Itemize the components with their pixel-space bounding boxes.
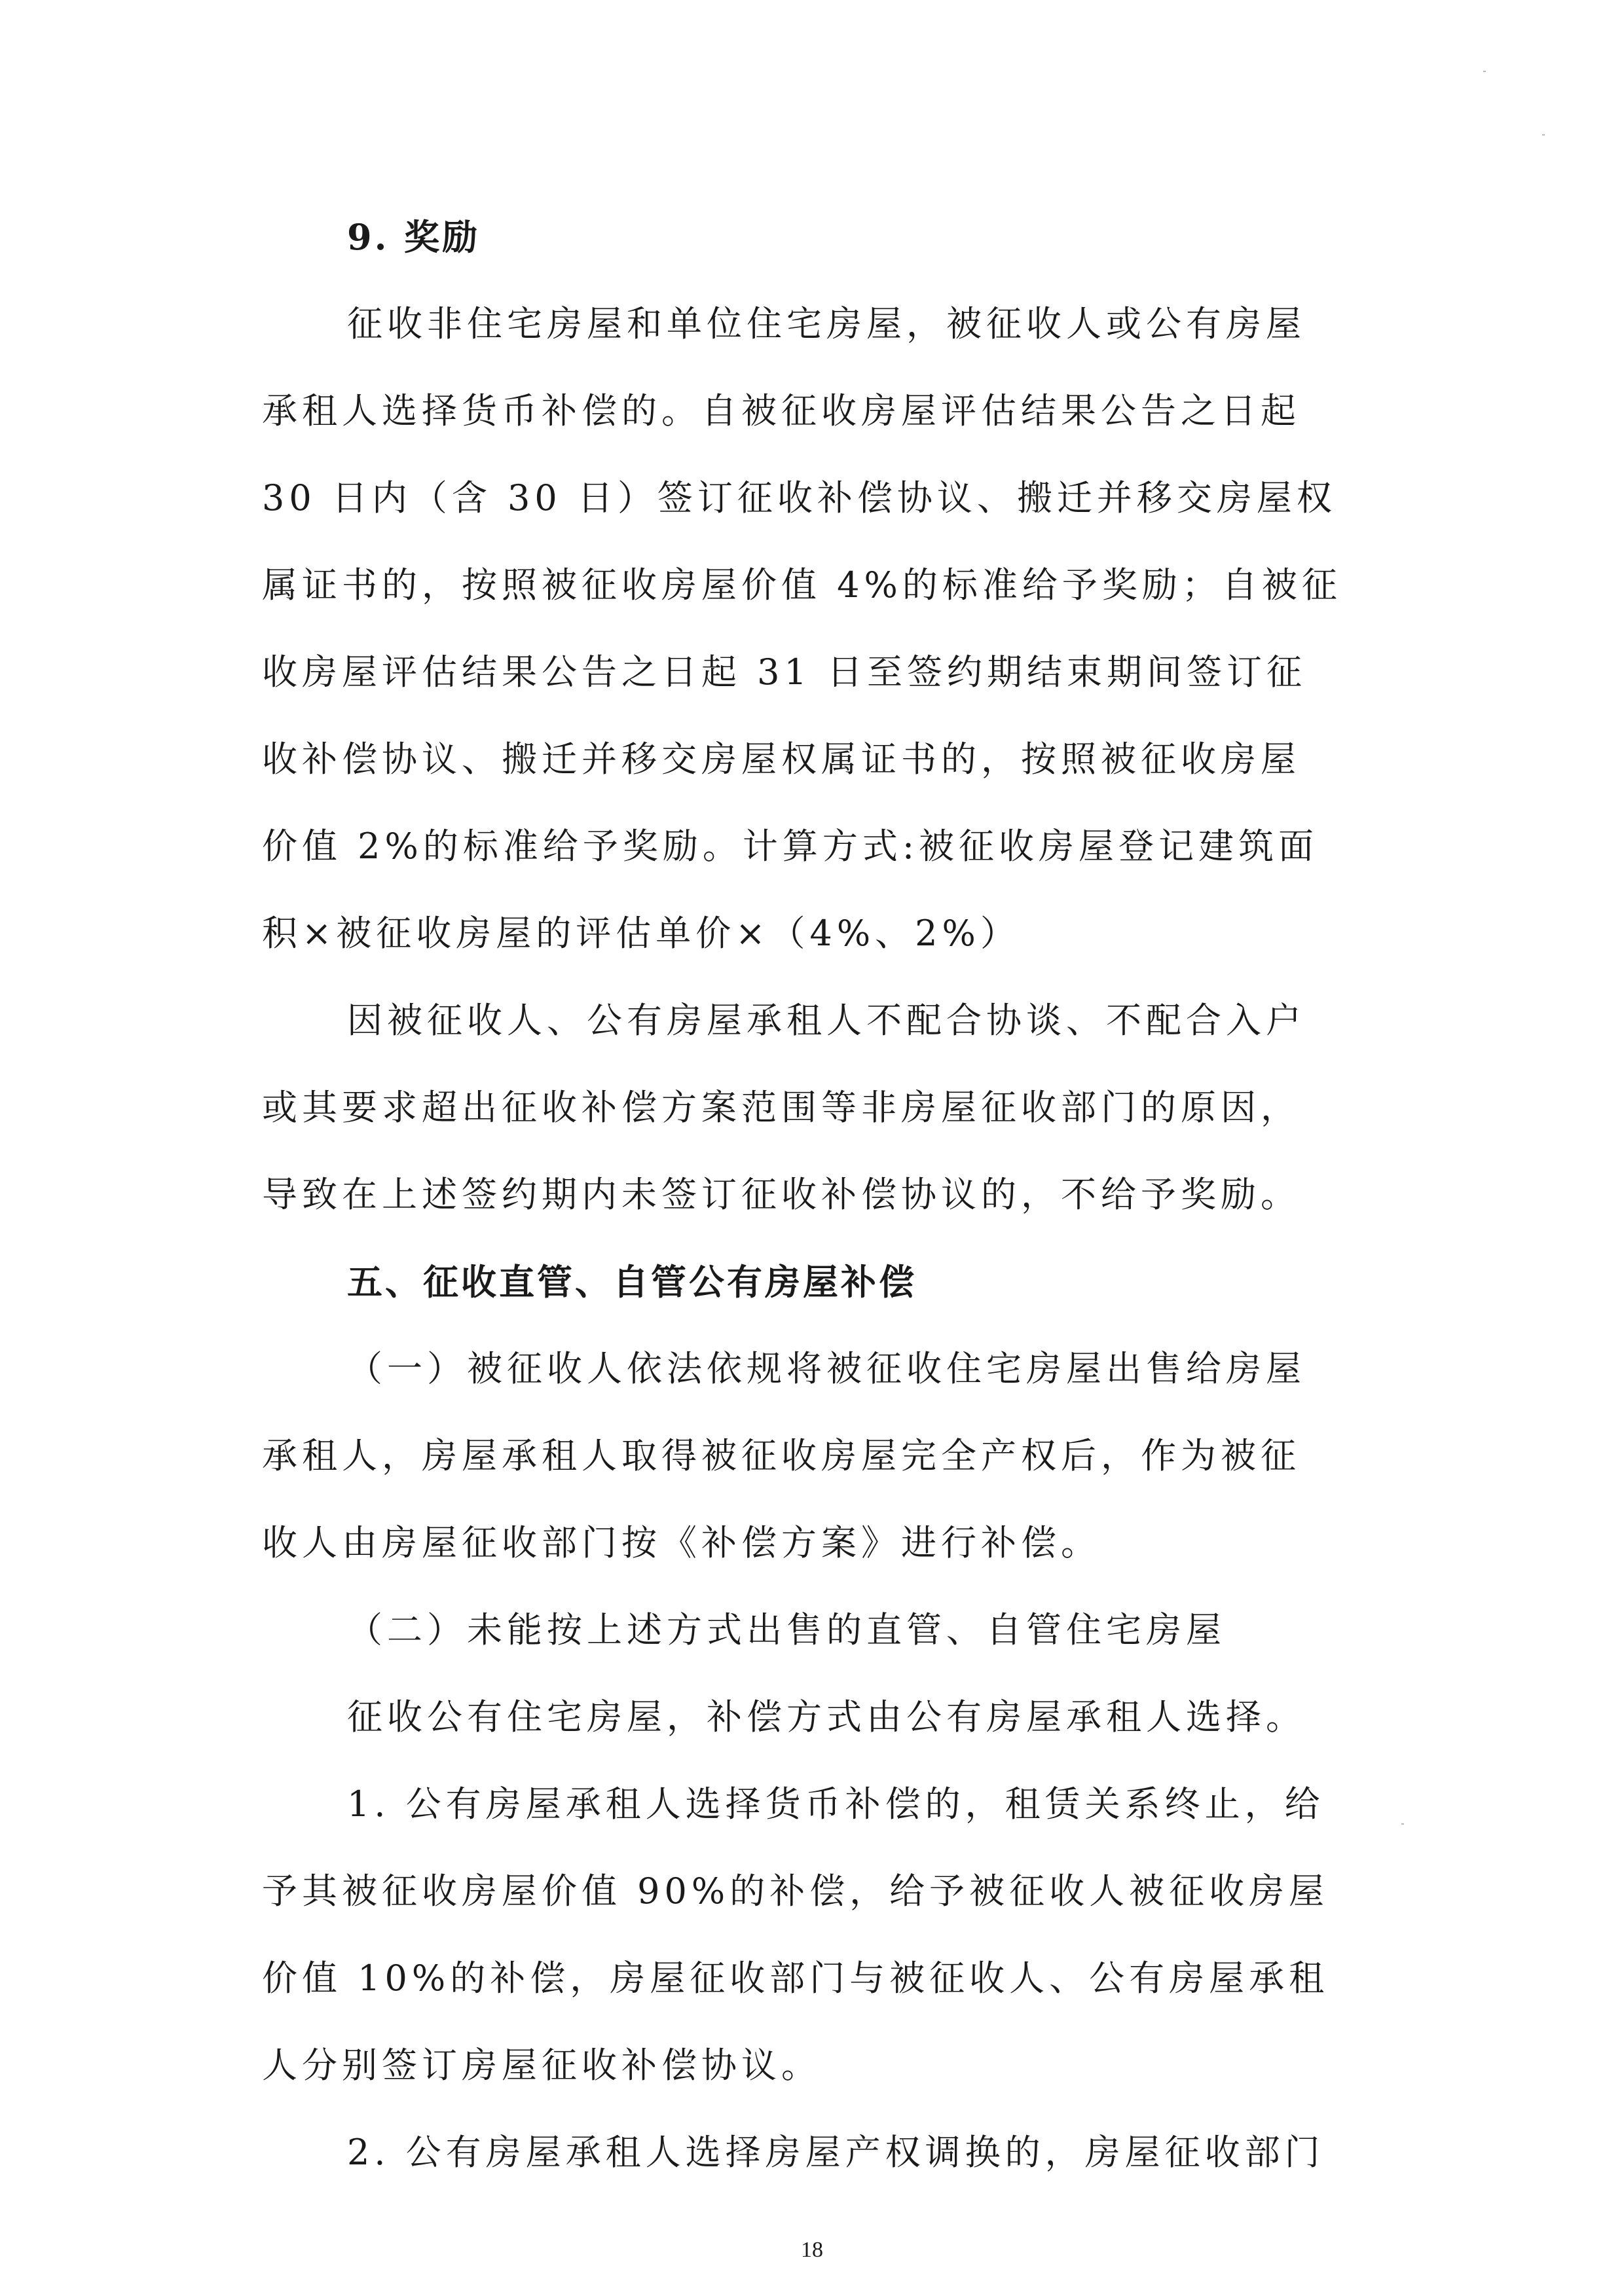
paragraph-line: 收补偿协议、搬迁并移交房屋权属证书的，按照被征收房屋 [262, 738, 1301, 780]
paragraph-line: 价值 10%的补偿，房屋征收部门与被征收人、公有房屋承租 [262, 1958, 1329, 1999]
subsection-heading: （二）未能按上述方式出售的直管、自管住宅房屋 [347, 1609, 1226, 1650]
paragraph-line: 导致在上述签约期内未签订征收补偿协议的，不给予奖励。 [262, 1174, 1301, 1215]
paragraph-line: 属证书的，按照被征收房屋价值 4%的标准给予奖励；自被征 [262, 564, 1342, 606]
paragraph-line: 因被征收人、公有房屋承租人不配合协谈、不配合入户 [347, 1000, 1306, 1041]
paragraph-line: 1. 公有房屋承租人选择货币补偿的，租赁关系终止，给 [347, 1783, 1325, 1825]
paragraph-line: 积×被征收房屋的评估单价×（4%、2%） [262, 913, 1020, 954]
paragraph-line: 收房屋评估结果公告之日起 31 日至签约期结束期间签订征 [262, 651, 1307, 693]
paragraph-line: 承租人选择货币补偿的。自被征收房屋评估结果公告之日起 [262, 390, 1301, 431]
paragraph-line: 予其被征收房屋价值 90%的补偿，给予被征收人被征收房屋 [262, 1870, 1329, 1912]
section-title: 9. 奖励 [347, 216, 481, 258]
scan-speck [1542, 134, 1545, 136]
paragraph-line: 2. 公有房屋承租人选择房屋产权调换的，房屋征收部门 [347, 2132, 1325, 2173]
paragraph-line: 征收非住宅房屋和单位住宅房屋，被征收人或公有房屋 [347, 303, 1306, 344]
paragraph-line: 或其要求超出征收补偿方案范围等非房屋征收部门的原因， [262, 1087, 1301, 1128]
paragraph-line: （一）被征收人依法依规将被征收住宅房屋出售给房屋 [347, 1348, 1306, 1389]
paragraph-line: 征收公有住宅房屋，补偿方式由公有房屋承租人选择。 [347, 1696, 1306, 1738]
paragraph-line: 承租人，房屋承租人取得被征收房屋完全产权后，作为被征 [262, 1435, 1301, 1476]
scan-speck [1483, 71, 1486, 72]
paragraph-line: 人分别签订房屋征收补偿协议。 [262, 2045, 821, 2086]
scan-speck [1401, 1823, 1404, 1825]
paragraph-line: 收人由房屋征收部门按《补偿方案》进行补偿。 [262, 1522, 1101, 1563]
page-number: 18 [801, 2238, 823, 2262]
paragraph-line: 价值 2%的标准给予奖励。计算方式:被征收房屋登记建筑面 [262, 826, 1319, 867]
paragraph-line: 30 日内（含 30 日）签订征收补偿协议、搬迁并移交房屋权 [262, 477, 1337, 519]
chapter-heading: 五、征收直管、自管公有房屋补偿 [347, 1261, 917, 1303]
